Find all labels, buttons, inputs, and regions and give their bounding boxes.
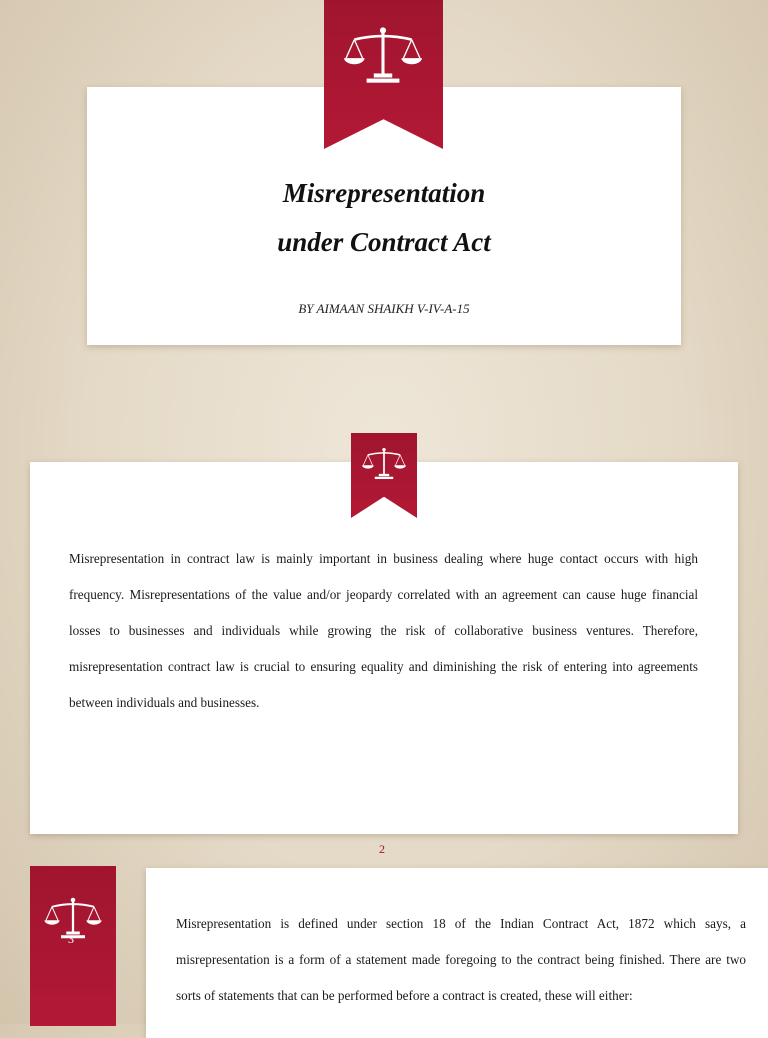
content-paragraph: Misrepresentation is defined under section 18 of the Indian Contract Act, 1872 which says, a misrepresentation is a form of a statement made foregoing to the contract being finished. There are two sorts of statements that can be performed before a contract is created, these will either: xyxy=(176,916,746,1003)
author-byline: BY AIMAAN SHAIKH V-IV-A-15 xyxy=(298,301,470,316)
page-number: 2 xyxy=(379,842,385,856)
scales-of-justice-icon xyxy=(342,24,424,86)
slide-title-line-1: Misrepresentation xyxy=(282,178,486,208)
page-number: 3 xyxy=(68,932,74,946)
slide-title-line-2: under Contract Act xyxy=(277,227,491,257)
scales-of-justice-icon xyxy=(361,445,407,482)
content-paragraph: Misrepresentation in contract law is mainly important in business dealing where huge contact occurs with high frequency. Misrepresentations of the value and/or jeopardy correlated with an agreement can cause huge financial losses to businesses and individuals while growing the risk of collaborative business ventures. Therefore, misrepresentation contract law is crucial to ensuring equality and diminishing the risk of entering into agreements between individuals and businesses. xyxy=(69,551,698,710)
